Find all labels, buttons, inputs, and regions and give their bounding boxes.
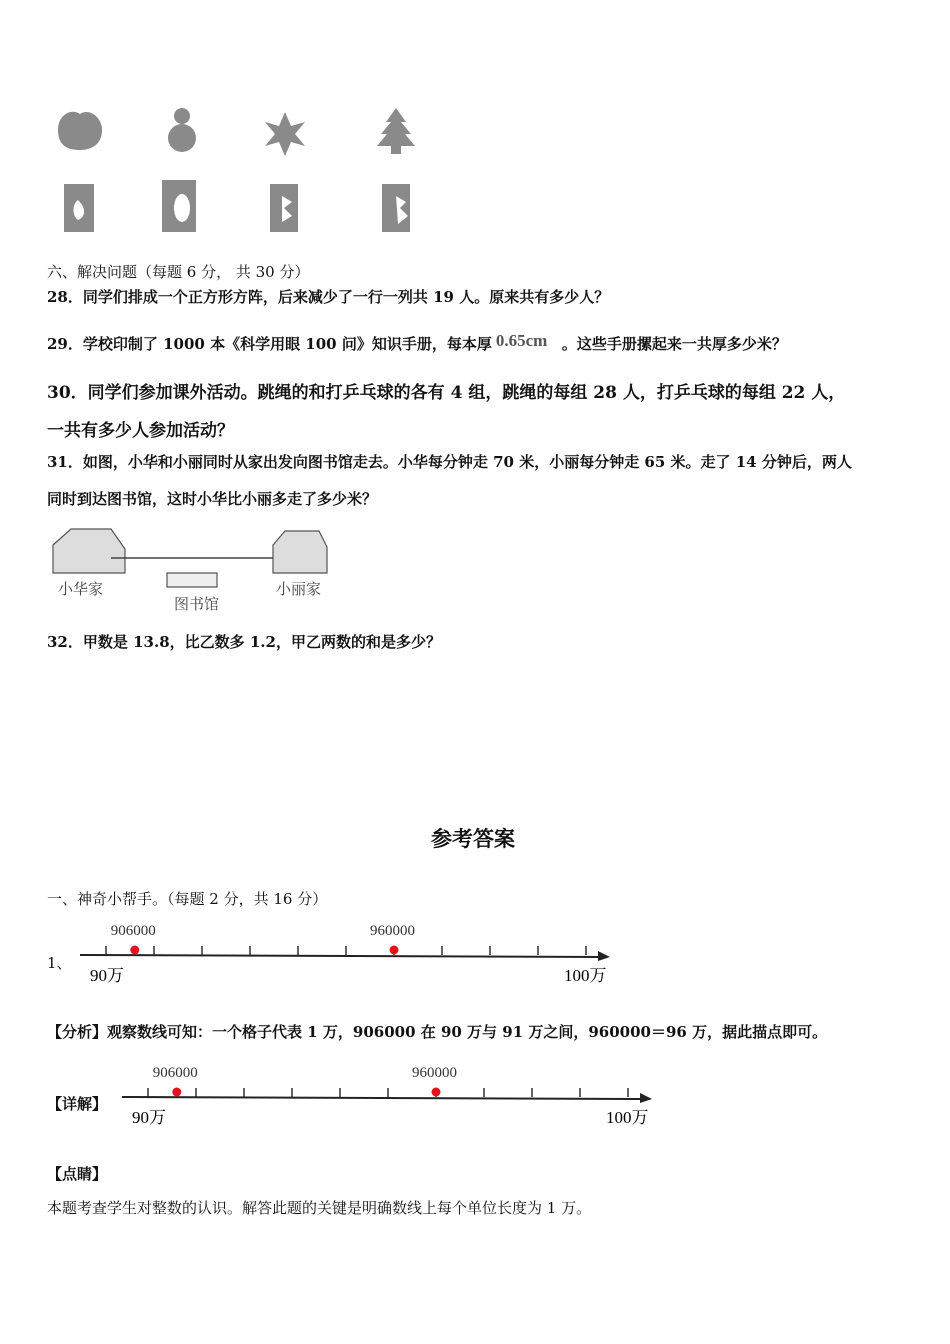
question-29-text-end: 。这些手册摞起来一共厚多少米？ [561, 335, 787, 353]
data-point [390, 946, 399, 955]
gourd-cutout-picture [162, 180, 196, 232]
library-icon [167, 573, 217, 587]
point-label: 960000 [370, 923, 415, 939]
start-label: 90万 [90, 966, 124, 985]
tree-cutout-picture [382, 184, 410, 232]
house-icon [53, 529, 125, 573]
item-1-label: 1、 [47, 954, 72, 972]
library-label: 图书馆 [174, 595, 220, 613]
point-label: 906000 [152, 1065, 198, 1081]
tree-picture [377, 108, 415, 154]
question-31-line1: 31．如图，小华和小丽同时从家出发向图书馆走去。小华每分钟走 70 米，小丽每分钟走 65 米。走了 14 分钟后，两人 [47, 453, 852, 471]
end-label: 100万 [606, 1108, 649, 1127]
shape-pictures [50, 100, 430, 240]
data-point [130, 946, 139, 955]
house-icon [273, 531, 327, 573]
section-heading: 六、解决问题（每题 6 分， 共 30 分） [47, 263, 310, 281]
point-label: 960000 [412, 1065, 457, 1081]
data-point [432, 1088, 441, 1097]
axis-line [80, 955, 604, 957]
detail-label: 【详解】 [47, 1095, 108, 1113]
comment-label: 【点睛】 [47, 1165, 108, 1183]
data-point [172, 1088, 181, 1097]
question-31-line2: 同时到达图书馆，这时小华比小丽多走了多少米？ [47, 490, 378, 508]
gourd-picture [168, 108, 196, 152]
number-line-answer [112, 1057, 672, 1132]
question-30-line2: 一共有多少人参加活动？ [47, 421, 234, 441]
apple-cutout-picture [64, 184, 94, 232]
flower-picture [265, 112, 305, 156]
comment-text: 本题考查学生对整数的认识。解答此题的关键是明确数线上每个单位长度为 1 万。 [47, 1199, 592, 1217]
question-32: 32．甲数是 13.8，比乙数多 1.2，甲乙两数的和是多少？ [47, 633, 441, 651]
question-29-text: 29．学校印制了 1000 本《科学用眼 100 问》知识手册，每本厚 [47, 335, 492, 353]
question-29 [47, 333, 787, 354]
arrow-head [598, 951, 610, 961]
xiaohua-home-label: 小华家 [58, 580, 104, 598]
apple-picture [58, 112, 102, 150]
question-30-line1: 30．同学们参加课外活动。跳绳的和打乒乓球的各有 4 组，跳绳的每组 28 人，打乒乓球的每组 22 人， [47, 383, 846, 403]
end-label: 100万 [564, 966, 607, 985]
thickness-value: 0.65cm [495, 331, 548, 350]
start-label: 90万 [132, 1108, 166, 1127]
answers-title: 参考答案 [431, 826, 515, 851]
answers-part1-heading: 一、神奇小帮手。（每题 2 分，共 16 分） [47, 890, 328, 908]
xiaoli-home-label: 小丽家 [276, 580, 322, 598]
arrow-head [640, 1093, 652, 1103]
number-line-question [70, 915, 630, 990]
axis-line [122, 1097, 646, 1099]
point-label: 906000 [110, 923, 156, 939]
question-28: 28．同学们排成一个正方形方阵，后来减少了一行一列共 19 人。原来共有多少人？ [47, 288, 610, 306]
flower-cutout-picture [270, 184, 298, 232]
analysis-text: 【分析】观察数线可知：一个格子代表 1 万，906000 在 90 万与 91 万之间，960000＝96 万，据此描点即可。 [47, 1023, 828, 1041]
